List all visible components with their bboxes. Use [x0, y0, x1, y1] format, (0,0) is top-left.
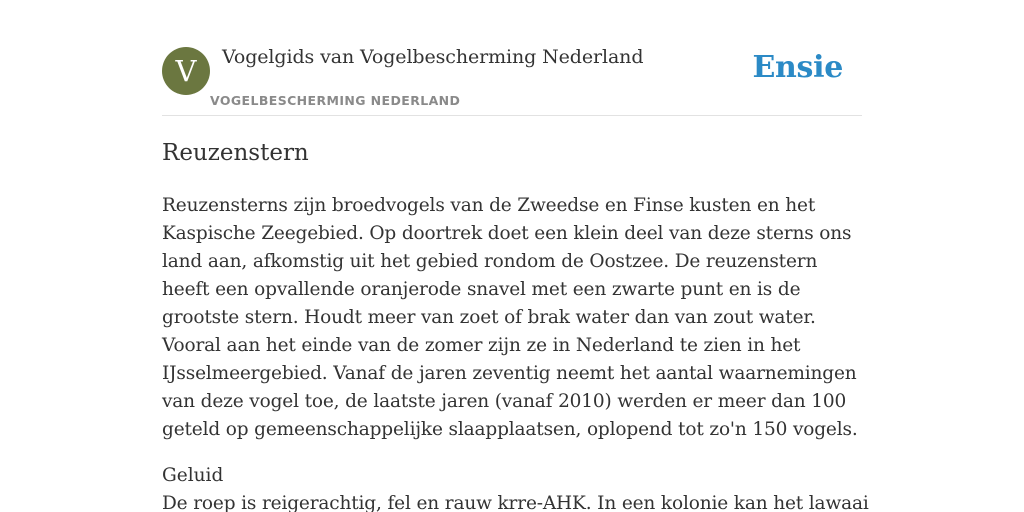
- article-body: Reuzensterns zijn broedvogels van de Zweedse en Finse kusten en het Kaspische Zeegebied. Op doortrek doet een klein deel van deze sterns ons land aan, afkomstig uit het gebied rondom de Oostzee. De reuzenstern heeft een opvallende oranjerode snavel met een zwarte punt en is de grootste stern. Houdt meer van zoet of brak water dan van zout water. Vooral aan het einde van de zomer zijn ze in Nederland te zien in het IJsselmeergebied. Vanaf de jaren zeventig neemt het aantal waarnemingen van deze vogel toe, de laatste jaren (vanaf 2010) werden er meer dan 100 geteld op gemeenschappelijke slaapplaatsen, oplopend tot zo'n 150 vogels.: [162, 195, 858, 440]
- source-header: [162, 0, 862, 116]
- publisher-link[interactable]: VOGELBESCHERMING NEDERLAND: [210, 93, 461, 108]
- section-text-geluid: De roep is reigerachtig, fel en rauw krre-AHK. In een kolonie kan het lawaai: [162, 493, 869, 512]
- article-title: Reuzenstern: [162, 140, 309, 166]
- ensie-logo[interactable]: Ensie: [752, 50, 843, 85]
- avatar[interactable]: V: [162, 47, 210, 95]
- source-title-link[interactable]: Vogelgids van Vogelbescherming Nederland: [222, 46, 644, 68]
- section-heading-geluid: Geluid: [162, 465, 224, 486]
